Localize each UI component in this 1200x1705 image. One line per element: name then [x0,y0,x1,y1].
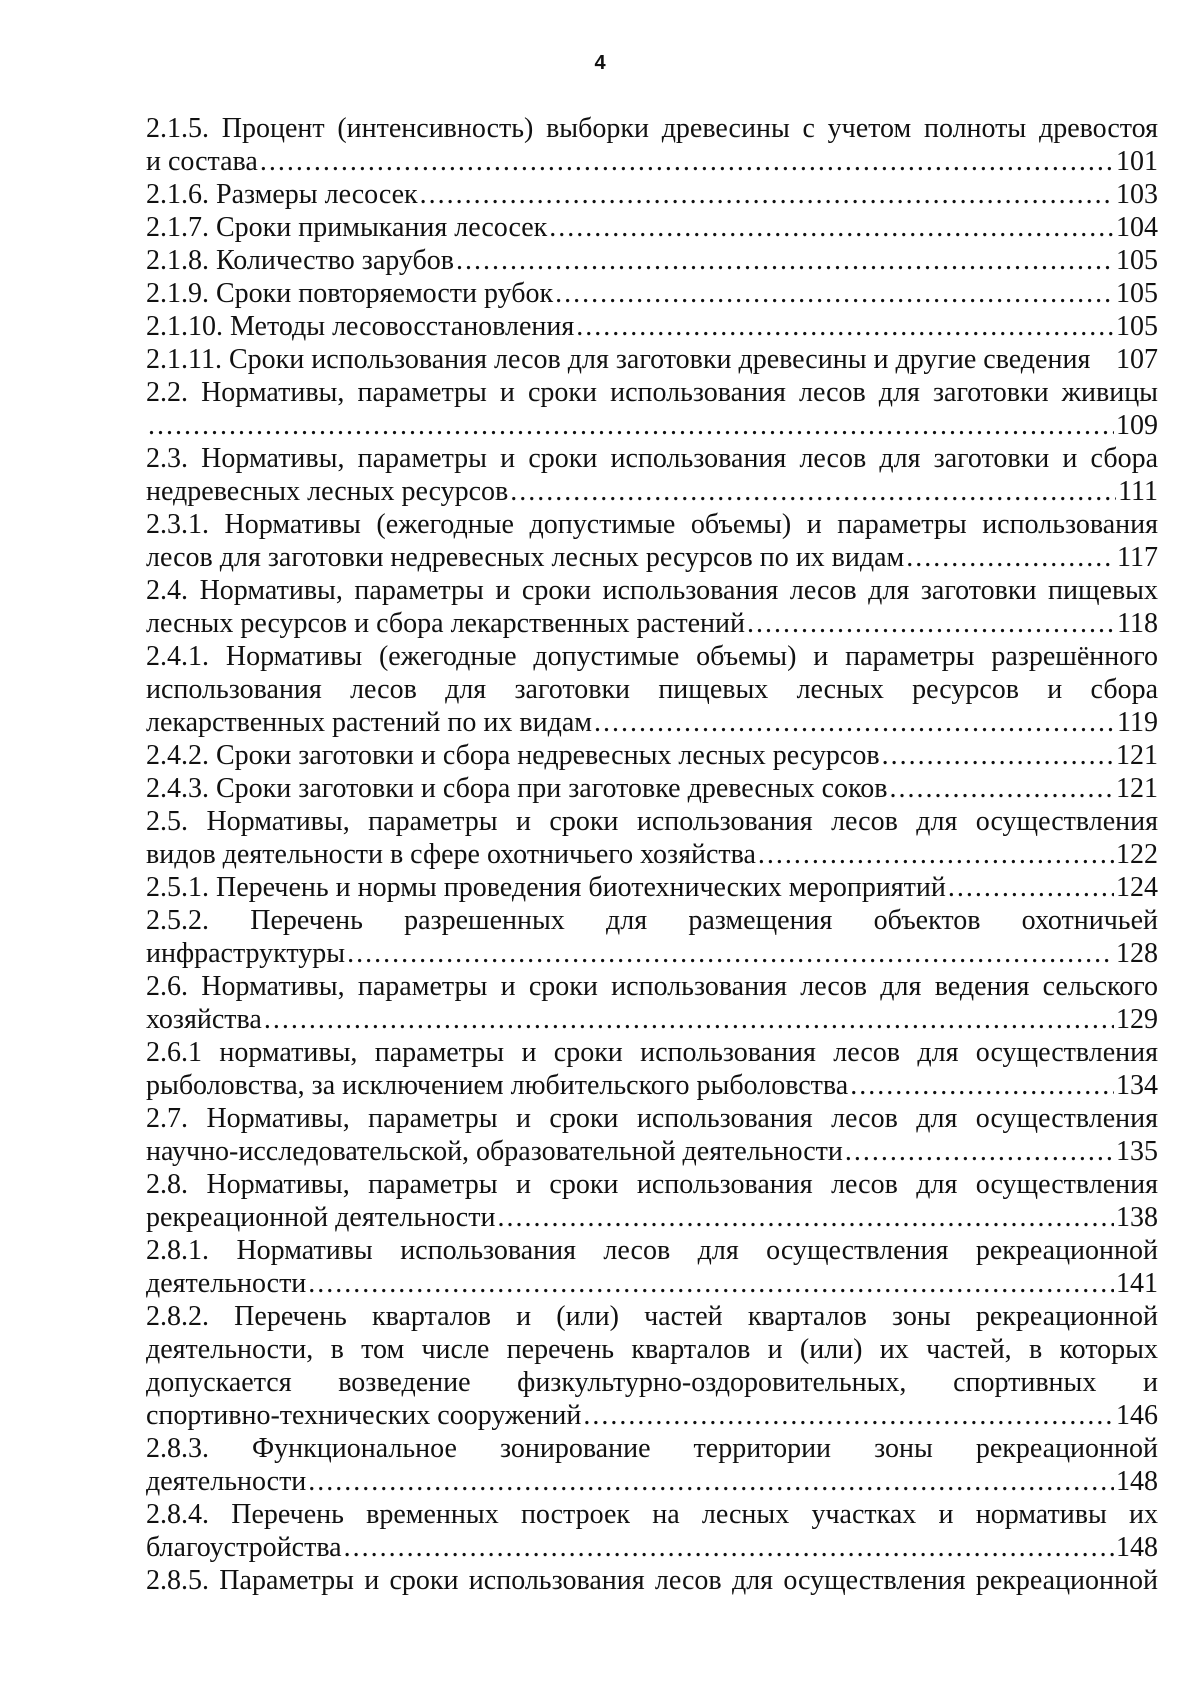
dot-leader [347,937,1114,970]
toc-entry-title: инфраструктуры [146,938,346,969]
toc-entry-title: хозяйства [146,1004,262,1035]
dot-leader [850,1069,1114,1102]
dot-leader [594,706,1115,739]
toc-page-number: 117 [1117,542,1158,573]
toc-entry-text-line: 2.8.2. Перечень кварталов и (или) частей кварталов зоны рекреационной [146,1301,1158,1332]
toc-page-number: 122 [1116,839,1158,870]
toc-entry-text-line: 2.8. Нормативы, параметры и сроки использования лесов для осуществления [146,1169,1158,1200]
toc-entry-text-line: 2.4. Нормативы, параметры и сроки использования лесов для заготовки пищевых [146,575,1158,606]
dot-leader [456,244,1114,277]
toc-page-number: 128 [1116,938,1158,969]
dot-leader [576,310,1114,343]
toc-page-number: 135 [1116,1136,1158,1167]
toc-entry-last-line [146,871,1158,904]
toc-page-number: 104 [1116,212,1158,243]
toc-entry-last-line [146,310,1158,343]
dot-leader [889,772,1114,805]
toc-page-number: 107 [1116,344,1158,375]
toc-entry-text-line: 2.3.1. Нормативы (ежегодные допустимые объемы) и параметры использования [146,509,1158,540]
dot-leader [948,871,1114,904]
toc-page-number: 138 [1116,1202,1158,1233]
toc-entry-title: благоустройства [146,1532,342,1563]
toc-entry-text-line: 2.8.1. Нормативы использования лесов для осуществления рекреационной [146,1235,1158,1266]
toc-entry [146,343,1158,376]
dot-leader [344,1531,1114,1564]
toc-entry-text-line: использования лесов для заготовки пищевых лесных ресурсов и сбора [146,674,1158,705]
dot-leader [583,1399,1114,1432]
toc-entry-last-line [146,244,1158,277]
toc-entry-last-line [146,277,1158,310]
toc-entry-last-line [146,739,1158,772]
dot-leader [758,838,1114,871]
toc-entry-last-line [146,1465,1158,1498]
toc-entry [146,1564,1158,1597]
toc-entry-text-line: 2.8.4. Перечень временных построек на лесных участках и нормативы их [146,1499,1158,1530]
toc-page-number: 141 [1116,1268,1158,1299]
toc-entry-last-line [146,706,1158,739]
page-number: 4 [594,52,606,74]
toc-entry-text-line: 2.7. Нормативы, параметры и сроки использования лесов для осуществления [146,1103,1158,1134]
dot-leader [510,475,1116,508]
toc-entry-title: 2.1.6. Размеры лесосек [146,179,418,210]
dot-leader [845,1135,1114,1168]
toc-entry-last-line [146,1069,1158,1102]
toc-entry-text-line: 2.2. Нормативы, параметры и сроки использования лесов для заготовки живицы [146,377,1158,408]
toc-entry-title: видов деятельности в сфере охотничьего хозяйства [146,839,756,870]
toc-entry-last-line [146,409,1158,442]
toc-page-number: 101 [1116,146,1158,177]
toc-entry-text-line: 2.6. Нормативы, параметры и сроки использования лесов для ведения сельского [146,971,1158,1002]
toc-page-number: 129 [1116,1004,1158,1035]
toc-entry [146,640,1158,739]
toc-entry [146,112,1158,178]
toc-entry-title: и состава [146,146,258,177]
toc-entry-title: научно-исследовательской, образовательной деятельности [146,1136,843,1167]
toc-entry [146,1102,1158,1168]
dot-leader [260,145,1114,178]
toc-entry [146,508,1158,574]
toc-entry [146,970,1158,1036]
toc-entry-title: деятельности [146,1268,307,1299]
dot-leader [308,1267,1114,1300]
toc-entry [146,277,1158,310]
toc-entry [146,1168,1158,1234]
toc-page-number: 103 [1116,179,1158,210]
toc-entry-title: деятельности [146,1466,307,1497]
toc-entry-title: рыболовства, за исключением любительского рыболовства [146,1070,849,1101]
toc-entry [146,1498,1158,1564]
toc-entry-last-line [146,1531,1158,1564]
toc-entry-text-line: деятельности, в том числе перечень кварталов и (или) их частей, в которых [146,1334,1158,1365]
toc-entry-text-line: 2.4.1. Нормативы (ежегодные допустимые объемы) и параметры разрешённого [146,641,1158,672]
toc-entry-text-line: 2.6.1 нормативы, параметры и сроки использования лесов для осуществления [146,1037,1158,1068]
toc-page-number: 134 [1116,1070,1158,1101]
toc-entry-last-line [146,1201,1158,1234]
dot-leader [148,409,1114,442]
toc-entry-text-line: допускается возведение физкультурно-оздоровительных, спортивных и [146,1367,1158,1398]
toc-entry [146,376,1158,442]
toc-entry-title: спортивно-технических сооружений [146,1400,582,1431]
toc-entry-last-line [146,607,1158,640]
toc-page-number: 105 [1116,245,1158,276]
toc-entry-text-line: 2.8.5. Параметры и сроки использования лесов для осуществления рекреационной [146,1565,1158,1596]
table-of-contents [146,112,1158,1597]
toc-entry-title: лекарственных растений по их видам [146,707,592,738]
dot-leader [264,1003,1114,1036]
toc-entry [146,871,1158,904]
toc-entry-last-line [146,838,1158,871]
toc-entry-title: недревесных лесных ресурсов [146,476,509,507]
toc-entry [146,244,1158,277]
dot-leader [420,178,1114,211]
toc-page-number: 105 [1116,311,1158,342]
toc-entry [146,1036,1158,1102]
toc-page-number: 146 [1116,1400,1158,1431]
toc-page-number: 121 [1116,740,1158,771]
toc-entry-title: лесных ресурсов и сбора лекарственных растений [146,608,745,639]
toc-entry-last-line [146,475,1158,508]
toc-page-number: 109 [1116,410,1158,441]
toc-entry-last-line [146,1267,1158,1300]
toc-entry-title: лесов для заготовки недревесных лесных ресурсов по их видам [146,542,905,573]
toc-page-number: 118 [1117,608,1158,639]
toc-entry [146,739,1158,772]
toc-entry-last-line [146,1399,1158,1432]
dot-leader [497,1201,1114,1234]
toc-entry-last-line [146,772,1158,805]
toc-entry-title: 2.1.11. Сроки использования лесов для заготовки древесины и другие сведения [146,344,1091,375]
dot-leader [555,277,1114,310]
dot-leader [882,739,1114,772]
toc-entry-text-line: 2.1.5. Процент (интенсивность) выборки древесины с учетом полноты древостоя [146,113,1158,144]
toc-entry [146,211,1158,244]
toc-entry-title: 2.4.3. Сроки заготовки и сбора при заготовке древесных соков [146,773,888,804]
toc-entry [146,310,1158,343]
toc-entry [146,772,1158,805]
dot-leader [747,607,1115,640]
toc-entry-last-line [146,1135,1158,1168]
toc-entry-last-line [146,1003,1158,1036]
toc-entry-last-line [146,145,1158,178]
dot-leader [906,541,1115,574]
toc-entry [146,574,1158,640]
toc-page-number: 121 [1116,773,1158,804]
toc-entry-title: 2.1.8. Количество зарубов [146,245,454,276]
toc-entry-last-line [146,178,1158,211]
toc-entry-text-line: 2.3. Нормативы, параметры и сроки использования лесов для заготовки и сбора [146,443,1158,474]
toc-entry [146,805,1158,871]
toc-page-number: 111 [1118,476,1158,507]
toc-entry-text-line: 2.5. Нормативы, параметры и сроки использования лесов для осуществления [146,806,1158,837]
toc-entry-title: 2.5.1. Перечень и нормы проведения биотехнических мероприятий [146,872,946,903]
toc-entry-last-line [146,343,1158,376]
toc-page-number: 148 [1116,1466,1158,1497]
toc-entry [146,1234,1158,1300]
toc-page-number: 105 [1116,278,1158,309]
dot-leader [308,1465,1114,1498]
dot-leader [549,211,1114,244]
toc-entry [146,442,1158,508]
toc-entry [146,178,1158,211]
toc-entry [146,904,1158,970]
toc-page-number: 119 [1117,707,1158,738]
toc-entry [146,1432,1158,1498]
toc-entry-last-line [146,937,1158,970]
toc-entry [146,1300,1158,1432]
toc-entry-title: 2.1.10. Методы лесовосстановления [146,311,575,342]
toc-entry-title: рекреационной деятельности [146,1202,496,1233]
toc-entry-title: 2.1.7. Сроки примыкания лесосек [146,212,548,243]
toc-page-number: 148 [1116,1532,1158,1563]
toc-entry-title: 2.4.2. Сроки заготовки и сбора недревесных лесных ресурсов [146,740,880,771]
toc-entry-last-line [146,211,1158,244]
toc-entry-text-line: 2.5.2. Перечень разрешенных для размещения объектов охотничьей [146,905,1158,936]
toc-entry-text-line: 2.8.3. Функциональное зонирование территории зоны рекреационной [146,1433,1158,1464]
toc-entry-last-line [146,541,1158,574]
toc-entry-title: 2.1.9. Сроки повторяемости рубок [146,278,554,309]
toc-page-number: 124 [1116,872,1158,903]
